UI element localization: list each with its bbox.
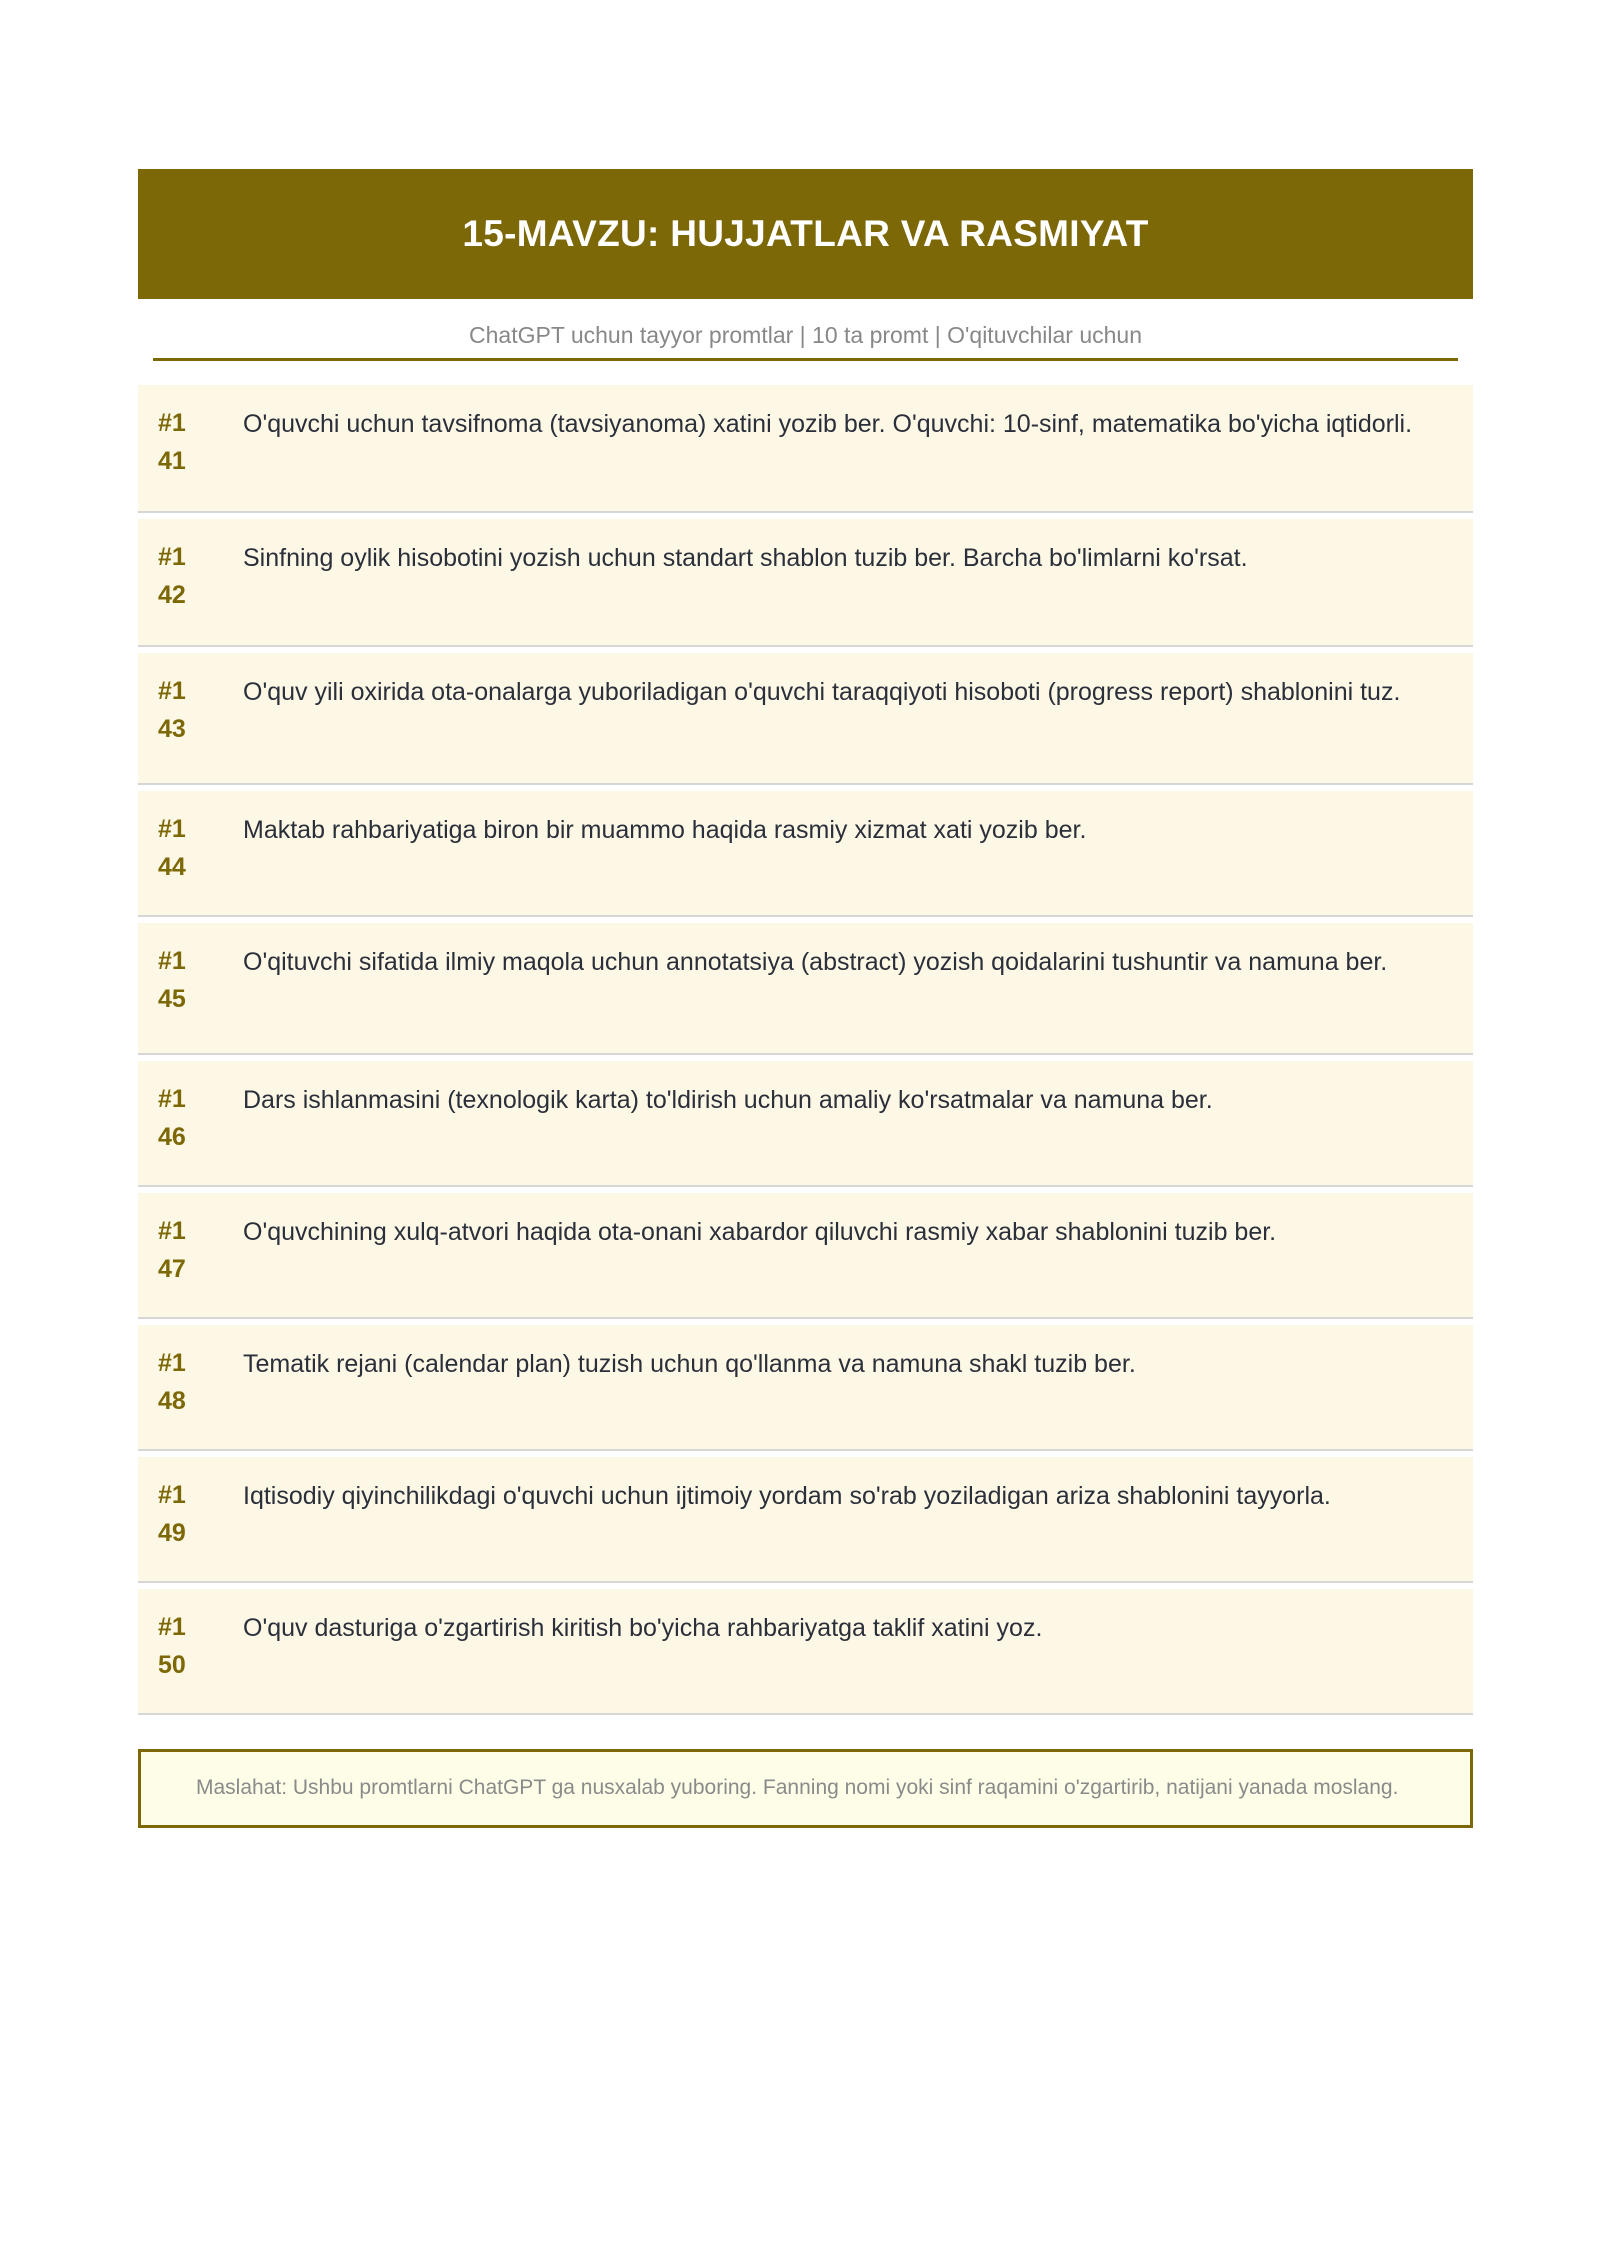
page-subtitle: ChatGPT uchun tayyor promtlar | 10 ta promt | O'qituvchilar uchun [153, 299, 1458, 361]
prompt-text: Tematik rejani (calendar plan) tuzish uchun qo'llanma va namuna shakl tuzib ber. [243, 1350, 1136, 1378]
tip-text: Maslahat: Ushbu promtlarni ChatGPT ga nusxalab yuboring. Fanning nomi yoki sinf raqamini o'zgartirib, natijani yanada moslang. [196, 1776, 1399, 1799]
prompt-number: #1 47 [158, 1217, 186, 1283]
prompt-number: #1 45 [158, 947, 186, 1013]
prompt-list [138, 385, 1473, 1715]
prompt-item [138, 1457, 1473, 1583]
prompt-number: #1 48 [158, 1349, 186, 1415]
prompt-text: Maktab rahbariyatiga biron bir muammo haqida rasmiy xizmat xati yozib ber. [243, 816, 1087, 844]
title-banner [138, 169, 1473, 299]
prompt-item [138, 1589, 1473, 1715]
prompt-item [138, 1325, 1473, 1451]
prompt-item [138, 1193, 1473, 1319]
page-title: 15-MAVZU: HUJJATLAR VA RASMIYAT [462, 213, 1149, 254]
prompt-item [138, 791, 1473, 917]
prompt-number: #1 44 [158, 815, 186, 881]
prompt-text: Sinfning oylik hisobotini yozish uchun standart shablon tuzib ber. Barcha bo'limlarni ko'rsat. [243, 544, 1248, 572]
prompt-number: #1 41 [158, 409, 186, 475]
prompt-item [138, 923, 1473, 1055]
document-page [138, 169, 1473, 1828]
prompt-text: O'quvchi uchun tavsifnoma (tavsiyanoma) xatini yozib ber. O'quvchi: 10-sinf, matematika bo'yicha iqtidorli. [243, 410, 1413, 438]
prompt-item [138, 1061, 1473, 1187]
prompt-text: O'quvchining xulq-atvori haqida ota-onani xabardor qiluvchi rasmiy xabar shablonini tuzib ber. [243, 1218, 1277, 1246]
prompt-text: O'quv dasturiga o'zgartirish kiritish bo'yicha rahbariyatga taklif xatini yoz. [243, 1614, 1043, 1642]
prompt-number: #1 50 [158, 1613, 186, 1679]
prompt-item [138, 653, 1473, 785]
prompt-number: #1 49 [158, 1481, 186, 1547]
prompt-number: #1 46 [158, 1085, 186, 1151]
prompt-text: O'quv yili oxirida ota-onalarga yuboriladigan o'quvchi taraqqiyoti hisoboti (progress report) shablonini tuz. [243, 678, 1401, 706]
prompt-text: Iqtisodiy qiyinchilikdagi o'quvchi uchun ijtimoiy yordam so'rab yoziladigan ariza shablonini tayyorla. [243, 1482, 1331, 1510]
prompt-number: #1 43 [158, 677, 186, 743]
tip-box [138, 1749, 1473, 1828]
prompt-item [138, 385, 1473, 513]
prompt-item [138, 519, 1473, 647]
prompt-text: O'qituvchi sifatida ilmiy maqola uchun annotatsiya (abstract) yozish qoidalarini tushuntir va namuna ber. [243, 948, 1388, 976]
prompt-text: Dars ishlanmasini (texnologik karta) to'ldirish uchun amaliy ko'rsatmalar va namuna ber. [243, 1086, 1213, 1114]
prompt-number: #1 42 [158, 543, 186, 609]
